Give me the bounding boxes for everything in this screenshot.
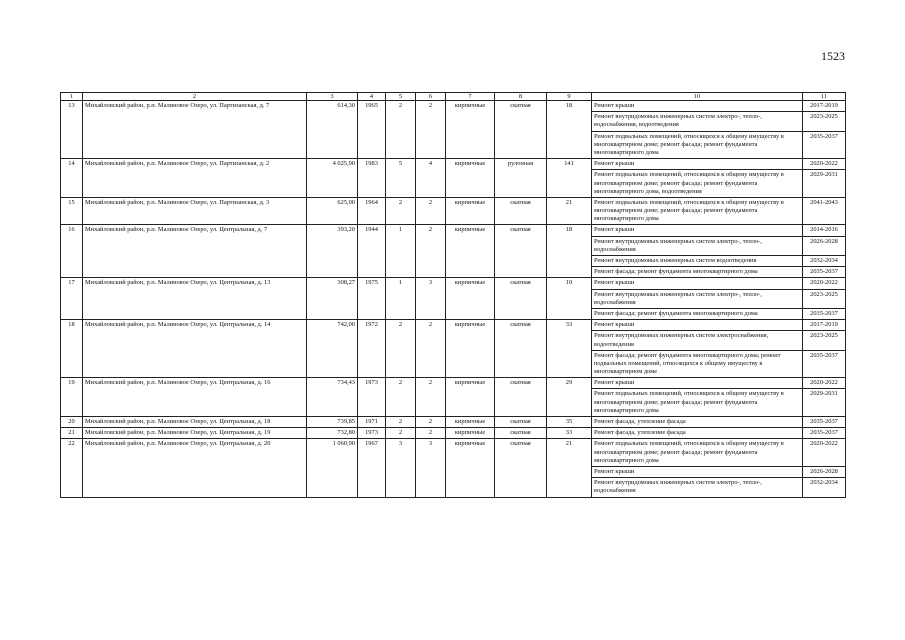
- area-cell: 4 025,90: [307, 159, 358, 198]
- apartments-cell: 141: [547, 159, 592, 198]
- record-number: 13: [61, 101, 83, 159]
- repair-work-cell: Ремонт крыши: [592, 278, 803, 289]
- table-row: [61, 197, 846, 225]
- area-cell: 393,20: [307, 225, 358, 278]
- repair-work-cell: Ремонт фасада; ремонт фундамента многоквартирного дома: [592, 267, 803, 278]
- area-cell: 1 060,90: [307, 439, 358, 497]
- floors-cell: 1: [386, 225, 416, 278]
- header-cell: 6: [416, 93, 446, 101]
- year-cell: 1944: [358, 225, 386, 278]
- roof-type-cell: скатная: [495, 278, 547, 320]
- header-cell: 7: [446, 93, 495, 101]
- roof-type-cell: скатная: [495, 417, 547, 428]
- record-number: 19: [61, 378, 83, 417]
- repair-work-cell: Ремонт крыши: [592, 320, 803, 331]
- header-cell: 4: [358, 93, 386, 101]
- header-cell: 11: [803, 93, 846, 101]
- table-row: [61, 159, 846, 170]
- repair-work-cell: Ремонт подвальных помещений, относящихся к общему имуществу в многоквартирном доме; ремонт фасада; ремонт фундамента многоквартирного дома: [592, 439, 803, 467]
- repair-period-cell: 2023-2025: [803, 112, 846, 131]
- roof-type-cell: скатная: [495, 378, 547, 417]
- area-cell: 739,85: [307, 417, 358, 428]
- table-row: [61, 278, 846, 289]
- repair-work-cell: Ремонт крыши: [592, 466, 803, 477]
- repair-work-cell: Ремонт крыши: [592, 101, 803, 112]
- entrances-cell: 2: [416, 320, 446, 378]
- repair-period-cell: 2035-2037: [803, 417, 846, 428]
- header-cell: 8: [495, 93, 547, 101]
- table-row: [61, 320, 846, 331]
- roof-type-cell: скатная: [495, 225, 547, 278]
- repair-period-cell: 2023-2025: [803, 331, 846, 350]
- repair-period-cell: 2017-2019: [803, 101, 846, 112]
- repair-work-cell: Ремонт внутридомовых инженерных систем электроснабжения, водоотведения: [592, 331, 803, 350]
- entrances-cell: 3: [416, 278, 446, 320]
- repair-work-cell: Ремонт крыши: [592, 225, 803, 236]
- repair-period-cell: 2029-2031: [803, 389, 846, 417]
- header-cell: 2: [83, 93, 307, 101]
- capital-repair-table: [60, 92, 846, 498]
- floors-cell: 2: [386, 197, 416, 225]
- repair-work-cell: Ремонт фасада, утепление фасада: [592, 417, 803, 428]
- walls-material-cell: кирпичные: [446, 225, 495, 278]
- address-cell: Михайловский район, р.п. Малиновое Озеро, ул. Центральная, д. 19: [83, 428, 307, 439]
- year-cell: 1975: [358, 278, 386, 320]
- header-cell: 10: [592, 93, 803, 101]
- repair-period-cell: 2014-2016: [803, 225, 846, 236]
- area-cell: 308,27: [307, 278, 358, 320]
- walls-material-cell: кирпичные: [446, 428, 495, 439]
- repair-work-cell: Ремонт подвальных помещений, относящихся к общему имуществу в многоквартирном доме; ремонт фасада; ремонт фундамента многоквартирного дома: [592, 197, 803, 225]
- repair-work-cell: Ремонт фасада; ремонт фундамента многоквартирного дома; ремонт подвальных помещений, относящихся к общему имуществу в многоквартирном доме: [592, 350, 803, 378]
- table-row: [61, 428, 846, 439]
- walls-material-cell: кирпичные: [446, 417, 495, 428]
- repair-period-cell: 2020-2022: [803, 439, 846, 467]
- walls-material-cell: кирпичные: [446, 278, 495, 320]
- repair-work-cell: Ремонт внутридомовых инженерных систем электро-, тепло-, водоснабжения: [592, 478, 803, 497]
- table-row: [61, 101, 846, 112]
- header-cell: 9: [547, 93, 592, 101]
- repair-work-cell: Ремонт внутридомовых инженерных систем электро-, тепло-, водоснабжения: [592, 236, 803, 255]
- table-row: [61, 378, 846, 389]
- roof-type-cell: рулонная: [495, 159, 547, 198]
- record-number: 21: [61, 428, 83, 439]
- apartments-cell: 35: [547, 417, 592, 428]
- table-row: [61, 417, 846, 428]
- apartments-cell: 33: [547, 320, 592, 378]
- repair-work-cell: Ремонт фасада; ремонт фундамента многоквартирного дома: [592, 308, 803, 319]
- entrances-cell: 2: [416, 428, 446, 439]
- repair-period-cell: 2023-2025: [803, 289, 846, 308]
- apartments-cell: 29: [547, 378, 592, 417]
- record-number: 20: [61, 417, 83, 428]
- apartments-cell: 33: [547, 428, 592, 439]
- record-number: 14: [61, 159, 83, 198]
- walls-material-cell: кирпичные: [446, 320, 495, 378]
- floors-cell: 2: [386, 378, 416, 417]
- header-cell: 5: [386, 93, 416, 101]
- area-cell: 732,80: [307, 428, 358, 439]
- address-cell: Михайловский район, р.п. Малиновое Озеро, ул. Центральная, д. 13: [83, 278, 307, 320]
- year-cell: 1972: [358, 320, 386, 378]
- entrances-cell: 3: [416, 439, 446, 497]
- walls-material-cell: кирпичные: [446, 439, 495, 497]
- year-cell: 1965: [358, 101, 386, 159]
- roof-type-cell: скатная: [495, 320, 547, 378]
- floors-cell: 3: [386, 439, 416, 497]
- record-number: 17: [61, 278, 83, 320]
- entrances-cell: 2: [416, 197, 446, 225]
- repair-period-cell: 2035-2037: [803, 428, 846, 439]
- entrances-cell: 2: [416, 101, 446, 159]
- walls-material-cell: кирпичные: [446, 159, 495, 198]
- repair-period-cell: 2041-2043: [803, 197, 846, 225]
- apartments-cell: 18: [547, 101, 592, 159]
- address-cell: Михайловский район, р.п. Малиновое Озеро, ул. Центральная, д. 18: [83, 417, 307, 428]
- repair-work-cell: Ремонт внутридомовых инженерных систем водоотведения: [592, 256, 803, 267]
- address-cell: Михайловский район, р.п. Малиновое Озеро, ул. Партизанская, д. 2: [83, 159, 307, 198]
- header-cell: 3: [307, 93, 358, 101]
- address-cell: Михайловский район, р.п. Малиновое Озеро, ул. Центральная, д. 7: [83, 225, 307, 278]
- repair-period-cell: 2017-2019: [803, 320, 846, 331]
- floors-cell: 2: [386, 428, 416, 439]
- repair-period-cell: 2032-2034: [803, 478, 846, 497]
- apartments-cell: 10: [547, 278, 592, 320]
- repair-period-cell: 2035-2037: [803, 267, 846, 278]
- roof-type-cell: скатная: [495, 428, 547, 439]
- header-row: [61, 93, 846, 101]
- apartments-cell: 18: [547, 225, 592, 278]
- area-cell: 734,43: [307, 378, 358, 417]
- entrances-cell: 4: [416, 159, 446, 198]
- repair-period-cell: 2020-2022: [803, 378, 846, 389]
- repair-period-cell: 2029-2031: [803, 170, 846, 198]
- repair-work-cell: Ремонт фасада, утепление фасада: [592, 428, 803, 439]
- entrances-cell: 2: [416, 225, 446, 278]
- walls-material-cell: кирпичные: [446, 101, 495, 159]
- record-number: 22: [61, 439, 83, 497]
- roof-type-cell: скатная: [495, 197, 547, 225]
- repair-period-cell: 2020-2022: [803, 278, 846, 289]
- entrances-cell: 2: [416, 378, 446, 417]
- year-cell: 1983: [358, 159, 386, 198]
- page-number: 1523: [821, 49, 845, 63]
- repair-work-cell: Ремонт крыши: [592, 159, 803, 170]
- table-row: [61, 439, 846, 467]
- repair-period-cell: 2035-2037: [803, 350, 846, 378]
- record-number: 15: [61, 197, 83, 225]
- year-cell: 1967: [358, 439, 386, 497]
- address-cell: Михайловский район, р.п. Малиновое Озеро, ул. Центральная, д. 14: [83, 320, 307, 378]
- repair-work-cell: Ремонт внутридомовых инженерных систем электро-, тепло-, водоснабжения, водоотведения: [592, 112, 803, 131]
- repair-period-cell: 2020-2022: [803, 159, 846, 170]
- repair-period-cell: 2035-2037: [803, 308, 846, 319]
- address-cell: Михайловский район, р.п. Малиновое Озеро, ул. Центральная, д. 20: [83, 439, 307, 497]
- year-cell: 1973: [358, 378, 386, 417]
- roof-type-cell: скатная: [495, 439, 547, 497]
- area-cell: 614,30: [307, 101, 358, 159]
- walls-material-cell: кирпичные: [446, 197, 495, 225]
- header-cell: 1: [61, 93, 83, 101]
- address-cell: Михайловский район, р.п. Малиновое Озеро, ул. Центральная, д. 16: [83, 378, 307, 417]
- repair-work-cell: Ремонт подвальных помещений, относящихся к общему имуществу в многоквартирном доме; ремонт фасада; ремонт фундамента многоквартирного дома, водоотведения: [592, 170, 803, 198]
- repair-work-cell: Ремонт подвальных помещений, относящихся к общему имуществу в многоквартирном доме; ремонт фасада; ремонт фундамента многоквартирного дома: [592, 389, 803, 417]
- repair-period-cell: 2032-2034: [803, 256, 846, 267]
- repair-work-cell: Ремонт внутридомовых инженерных систем электро-, тепло-, водоснабжения: [592, 289, 803, 308]
- year-cell: 1973: [358, 428, 386, 439]
- walls-material-cell: кирпичные: [446, 378, 495, 417]
- repair-period-cell: 2026-2028: [803, 236, 846, 255]
- apartments-cell: 21: [547, 439, 592, 497]
- floors-cell: 2: [386, 320, 416, 378]
- entrances-cell: 2: [416, 417, 446, 428]
- table-row: [61, 225, 846, 236]
- floors-cell: 5: [386, 159, 416, 198]
- area-cell: 625,00: [307, 197, 358, 225]
- repair-work-cell: Ремонт подвальных помещений, относящихся к общему имуществу в многоквартирном доме; ремонт фасада; ремонт фундамента многоквартирного дома: [592, 131, 803, 159]
- roof-type-cell: скатная: [495, 101, 547, 159]
- repair-period-cell: 2026-2028: [803, 466, 846, 477]
- apartments-cell: 21: [547, 197, 592, 225]
- repair-work-cell: Ремонт крыши: [592, 378, 803, 389]
- record-number: 18: [61, 320, 83, 378]
- address-cell: Михайловский район, р.п. Малиновое Озеро, ул. Партизанская, д. 7: [83, 101, 307, 159]
- repair-period-cell: 2035-2037: [803, 131, 846, 159]
- floors-cell: 1: [386, 278, 416, 320]
- year-cell: 1971: [358, 417, 386, 428]
- record-number: 16: [61, 225, 83, 278]
- floors-cell: 2: [386, 101, 416, 159]
- area-cell: 742,00: [307, 320, 358, 378]
- address-cell: Михайловский район, р.п. Малиновое Озеро, ул. Партизанская, д. 3: [83, 197, 307, 225]
- floors-cell: 2: [386, 417, 416, 428]
- year-cell: 1964: [358, 197, 386, 225]
